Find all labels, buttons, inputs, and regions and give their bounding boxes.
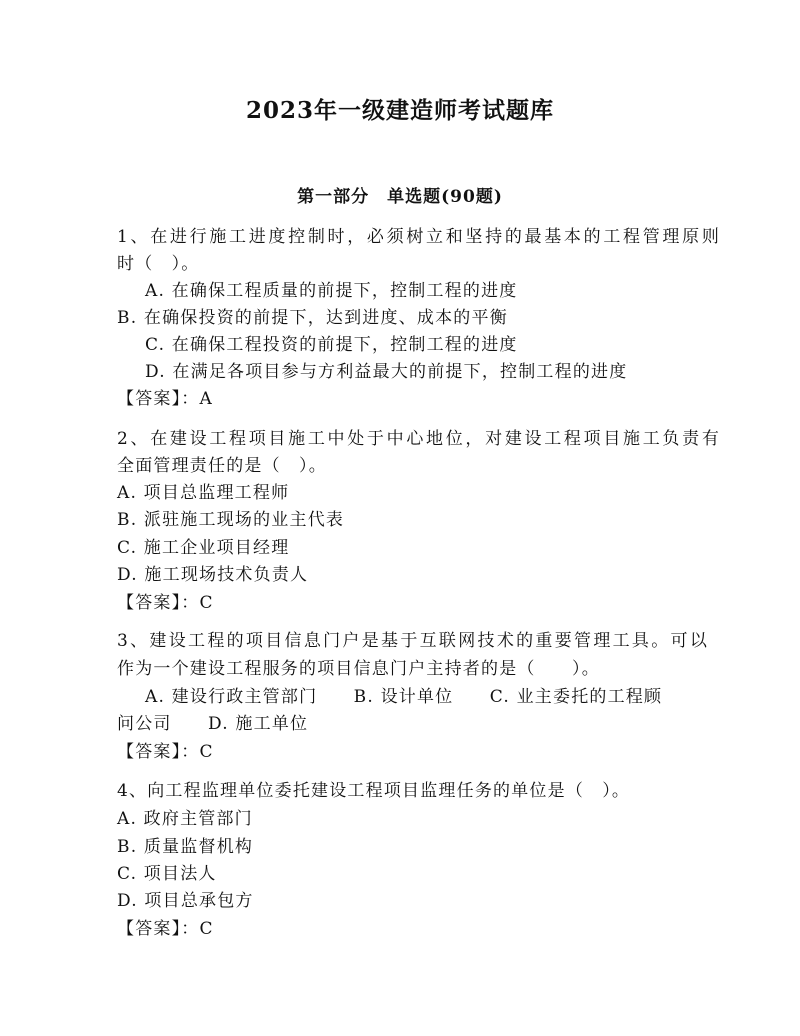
- option-c: C. 施工企业项目经理: [117, 538, 290, 558]
- question-stem: 4、向工程监理单位委托建设工程项目监理任务的单位是（ ）。: [117, 781, 631, 801]
- option-a: A. 在确保工程质量的前提下，控制工程的进度: [145, 281, 518, 301]
- question-stem-continued: 时（ ）。: [117, 254, 200, 274]
- option-d: D. 施工现场技术负责人: [117, 565, 309, 585]
- answer: 【答案】：C: [117, 742, 214, 762]
- section-heading: 第一部分 单选题(90题): [297, 187, 503, 207]
- document-title: 2023年一级建造师考试题库: [245, 97, 554, 124]
- option-b: B. 在确保投资的前提下，达到进度、成本的平衡: [117, 308, 508, 328]
- options-line: A. 建设行政主管部门 B. 设计单位 C. 业主委托的工程顾: [145, 687, 663, 707]
- question-stem-continued: 作为一个建设工程服务的项目信息门户主持者的是（ ）。: [117, 659, 600, 679]
- question-stem: 2、在建设工程项目施工中处于中心地位，对建设工程项目施工负责有: [117, 429, 722, 449]
- answer: 【答案】：C: [117, 593, 214, 613]
- answer: 【答案】：C: [117, 919, 214, 939]
- answer: 【答案】：A: [117, 389, 213, 409]
- option-c: C. 项目法人: [117, 864, 217, 884]
- question-stem: 3、建设工程的项目信息门户是基于互联网技术的重要管理工具。可以: [117, 631, 710, 651]
- option-d: D. 项目总承包方: [117, 891, 254, 911]
- question-stem-continued: 全面管理责任的是（ ）。: [117, 456, 327, 476]
- option-d: D. 在满足各项目参与方利益最大的前提下，控制工程的进度: [145, 362, 628, 382]
- option-c: C. 在确保工程投资的前提下，控制工程的进度: [145, 335, 518, 355]
- option-a: A. 政府主管部门: [117, 809, 253, 829]
- option-a: A. 项目总监理工程师: [117, 483, 290, 503]
- option-b: B. 派驻施工现场的业主代表: [117, 510, 345, 530]
- question-stem: 1、在进行施工进度控制时，必须树立和坚持的最基本的工程管理原则: [117, 227, 722, 247]
- options-line-continued: 问公司 D. 施工单位: [117, 714, 309, 734]
- option-b: B. 质量监督机构: [117, 837, 254, 857]
